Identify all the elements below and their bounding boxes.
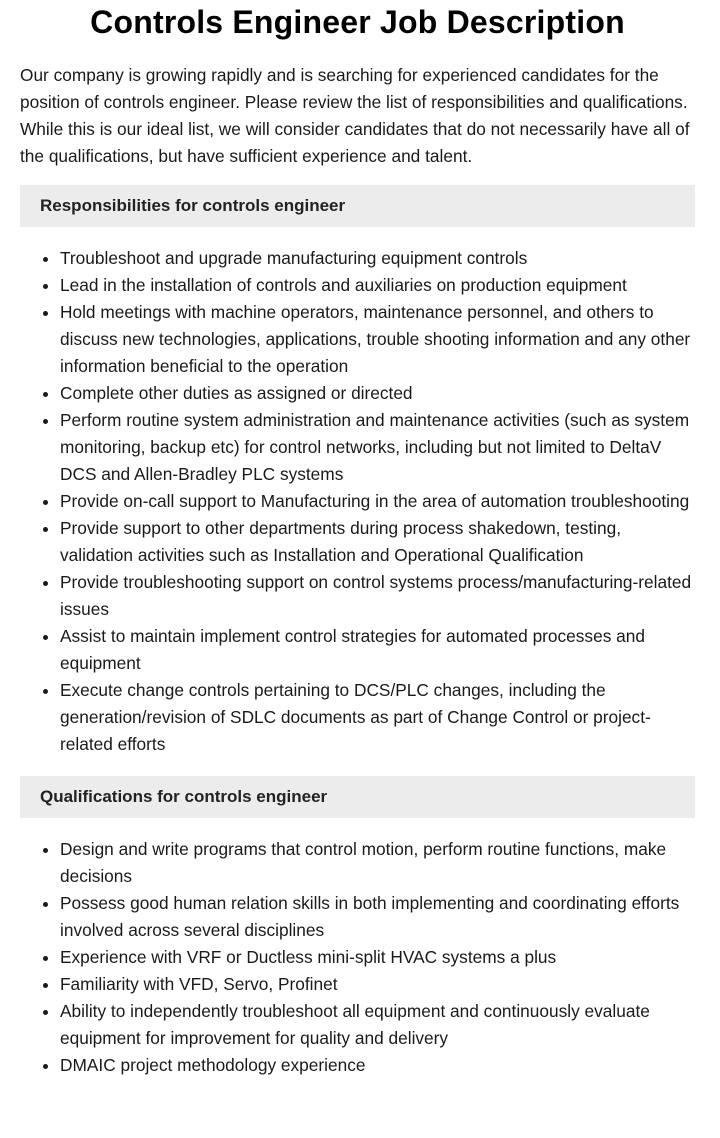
list-item: Possess good human relation skills in both implementing and coordinating efforts involved across several disciplines (60, 890, 695, 944)
list-item: Provide troubleshooting support on control systems process/manufacturing-related issues (60, 569, 695, 623)
list-item: Perform routine system administration and maintenance activities (such as system monitoring, backup etc) for control networks, including but not limited to DeltaV DCS and Allen-Bradley PLC systems (60, 407, 695, 488)
list-item: Hold meetings with machine operators, maintenance personnel, and others to discuss new technologies, applications, trouble shooting information and any other information beneficial to the operation (60, 299, 695, 380)
intro-paragraph: Our company is growing rapidly and is searching for experienced candidates for the position of controls engineer. Please review the list of responsibilities and qualifications. While this is our ideal list, we will consider candidates that do not necessarily have all of the qualifications, but have sufficient experience and talent. (20, 65, 690, 166)
list-item: Familiarity with VFD, Servo, Profinet (60, 971, 695, 998)
qualifications-heading: Qualifications for controls engineer (20, 776, 695, 818)
responsibilities-list (20, 245, 695, 758)
list-item: Complete other duties as assigned or directed (60, 380, 695, 407)
job-description-page (20, 0, 695, 1079)
list-item: Ability to independently troubleshoot all equipment and continuously evaluate equipment for improvement for quality and delivery (60, 998, 695, 1052)
list-item: Execute change controls pertaining to DCS/PLC changes, including the generation/revision of SDLC documents as part of Change Control or project-related efforts (60, 677, 695, 758)
list-item: Troubleshoot and upgrade manufacturing equipment controls (60, 245, 695, 272)
list-item: Assist to maintain implement control strategies for automated processes and equipment (60, 623, 695, 677)
qualifications-list (20, 836, 695, 1079)
page-title: Controls Engineer Job Description (90, 4, 625, 40)
list-item: Experience with VRF or Ductless mini-split HVAC systems a plus (60, 944, 695, 971)
list-item: Lead in the installation of controls and auxiliaries on production equipment (60, 272, 695, 299)
list-item: Provide on-call support to Manufacturing in the area of automation troubleshooting (60, 488, 695, 515)
list-item: Provide support to other departments during process shakedown, testing, validation activities such as Installation and Operational Qualification (60, 515, 695, 569)
list-item: Design and write programs that control motion, perform routine functions, make decisions (60, 836, 695, 890)
list-item: DMAIC project methodology experience (60, 1052, 695, 1079)
responsibilities-heading: Responsibilities for controls engineer (20, 185, 695, 227)
